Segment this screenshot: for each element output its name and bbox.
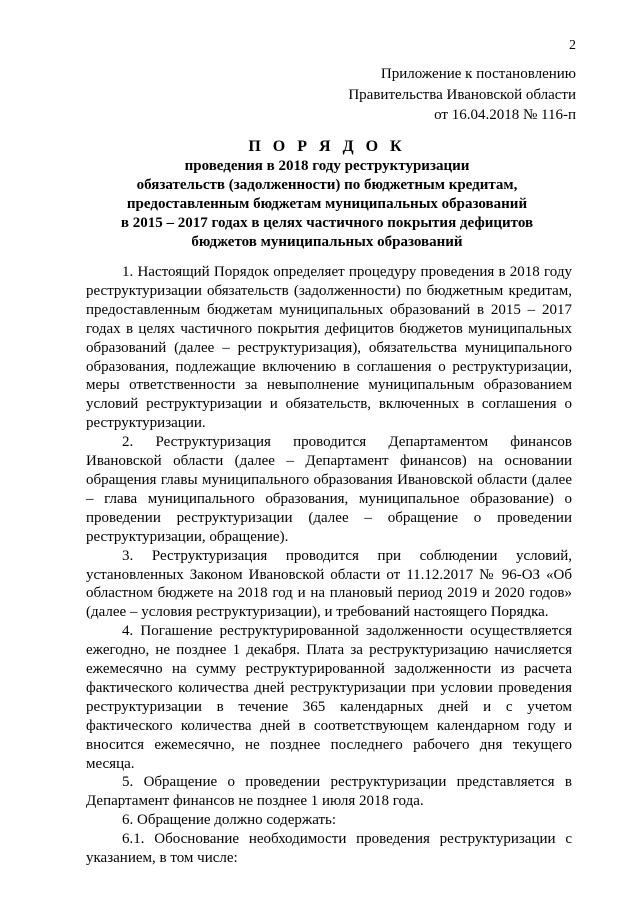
paragraph: 6. Обращение должно содержать:: [122, 812, 337, 829]
paragraph: 4. Погашение реструктурированной задолженности осуществляется ежегодно, не позднее 1 декабря. Плата за реструктуризацию начисляется ежемесячно на сумму реструктурированной задолженности из расчета фактического количества дней реструктуризации при условии проведения реструктуризации в течение 365 календарных дней и с учетом фактического количества дней в соответствующем календарном году и вносится ежемесячно, не позднее последнего рабочего дня текущего месяца.: [86, 623, 572, 772]
paragraph: 2. Реструктуризация проводится Департаментом финансов Ивановской области (далее – Департамент финансов) на основании обращения главы муниципального образования Ивановской области (далее – глава муниципального образования, муниципальное образование) о проведении реструктуризации (далее – обращение о проведении реструктуризации, обращение).: [86, 434, 572, 545]
appendix-line: Правительства Ивановской области: [348, 86, 576, 103]
paragraph: 6.1. Обоснование необходимости проведения реструктуризации с указанием, в том числе:: [86, 831, 572, 867]
paragraph: 5. Обращение о проведении реструктуризации представляется в Департамент финансов не позднее 1 июля 2018 года.: [86, 774, 572, 810]
title-line: в 2015 – 2017 годах в целях частичного покрытия дефицитов: [120, 215, 534, 231]
title-word: П О Р Я Д О К: [248, 138, 406, 155]
title-line: обязательств (задолженности) по бюджетным кредитам,: [136, 177, 518, 193]
title-line: бюджетов муниципальных образований: [191, 234, 463, 250]
document-body: [86, 263, 572, 868]
appendix-header: [348, 64, 576, 126]
appendix-line: от 16.04.2018 № 116-п: [434, 107, 576, 123]
paragraph: 3. Реструктуризация проводится при соблюдении условий, установленных Законом Ивановской области от 11.12.2017 № 96-ОЗ «Об областном бюджете на 2018 год и на плановый период 2019 и 2020 годов» (далее – условия реструктуризации), и требований настоящего Порядка.: [86, 547, 572, 621]
document-title: [78, 137, 576, 252]
appendix-line: Приложение к постановлению: [380, 66, 576, 82]
paragraph: 1. Настоящий Порядок определяет процедуру проведения в 2018 году реструктуризации обязательств (задолженности) по бюджетным кредитам, предоставленным бюджетам муниципальных образований в 2015 – 2017 годах в целях частичного покрытия дефицитов бюджетов муниципальных образований (далее – реструктуризация), обязательства муниципального образования, подлежащие включению в соглашения о реструктуризации, меры ответственности за невыполнение муниципальным образованием условий реструктуризации и обязательств, включенных в соглашения о реструктуризации.: [86, 264, 572, 432]
title-line: проведения в 2018 году реструктуризации: [184, 158, 470, 174]
page-number: 2: [569, 38, 576, 53]
title-line: предоставленным бюджетам муниципальных образований: [126, 196, 528, 212]
